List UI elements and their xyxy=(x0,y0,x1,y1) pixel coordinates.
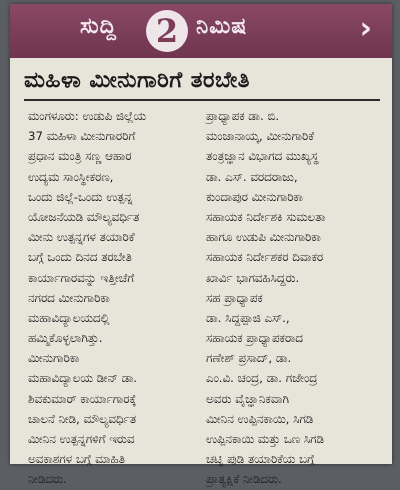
article-text-line: ತಂತ್ರಜ್ಞಾನ ವಿಭಾಗದ ಮುಖ್ಯಸ್ಥ xyxy=(206,149,319,164)
article-text-line: 37 ಮಹಿಳಾ ಮೀನುಗಾರರಿಗೆ xyxy=(28,129,136,144)
article-text-line: ಖಾರ್ವಿ ಭಾಗವಹಿಸಿದ್ದರು. xyxy=(206,270,300,285)
article-text-line: ಸಹಾಯಕ ನಿರ್ದೇಶಕರ ದಿವಾಕರ xyxy=(206,250,324,265)
article-text-line: ಗಣೇಶ್ ಪ್ರಸಾದ್, ಡಾ. xyxy=(206,351,292,366)
article-text-line: ಮೀನು ಉತ್ಪನ್ನಗಳ ತಯಾರಿಕೆ xyxy=(28,230,135,245)
article-text-line: ಮಂಗಳೂರು: ಉಡುಪಿ ಜಿಲ್ಲೆಯ xyxy=(28,109,147,123)
article-text-line: ಸಹ ಪ್ರಾಧ್ಯಾಪಕ xyxy=(206,290,263,305)
article-text-line: ಮೀನಿನ ಉಪ್ಪಿನಕಾಯಿ, ಸಿಗಡಿ xyxy=(206,411,314,426)
chevron-right-icon: › xyxy=(359,11,372,46)
article-text-line: ಚಟ್ನಿ ಪುಡಿ ತಯಾರಿಕೆಯ ಬಗ್ಗೆ xyxy=(206,452,315,467)
article-text-line: ಯೋಜನೆಯಡಿ ಮೌಲ್ಯವರ್ಧಿತ xyxy=(28,209,140,224)
headline-divider xyxy=(24,99,380,101)
article-text-line: ಎಂ.ವಿ. ಚಂದ್ರ, ಡಾ. ಗಜೇಂದ್ರ xyxy=(206,371,318,386)
article-text-line: ಹಮ್ಮಿಕೊಳ್ಳಲಾಗಿತ್ತು. xyxy=(28,331,103,346)
banner-right-text: ನಿಮಿಷ xyxy=(196,14,248,39)
article-text-line: ಸಹಾಯಕ ನಿರ್ದೇಶಕಿ ಸುಮಲತಾ xyxy=(206,209,326,224)
article-text-line: ಡಾ. ಎಸ್. ವರದರಾಜು, xyxy=(206,169,298,184)
article-text-line: ಕುಂದಾಪುರ ಮೀನುಗಾರಿಕಾ xyxy=(206,189,303,204)
banner-left-text: ಸುದ್ದಿ xyxy=(80,14,117,39)
article-text-line: ಸಹಾಯಕ ಪ್ರಾಧ್ಯಾಪಕರಾದ xyxy=(206,331,303,346)
article-text-line: ಕಾರ್ಯಾಗಾರವನ್ನು ಇತ್ತೀಚೆಗೆ xyxy=(28,270,135,285)
article-text-line: ಪ್ರಾಧ್ಯಾಪಕ ಡಾ. ಬಿ. xyxy=(206,109,280,123)
article-text-line: ಅವರು ವೈಜ್ಞಾನಿಕವಾಗಿ xyxy=(206,391,289,406)
article-text-line: ಮಹಾವಿದ್ಯಾಲಯ ಡೀನ್ ಡಾ. xyxy=(28,371,137,386)
article-text-line: ಒಂದು ಜಿಲ್ಲೆ-ಒಂದು ಉತ್ಪನ್ನ xyxy=(28,189,133,204)
article-text-line: ಬಗ್ಗೆ ಒಂದು ದಿನದ ತರಬೇತಿ xyxy=(28,250,132,265)
article-text-line: ಮಹಾವಿದ್ಯಾಲಯದಲ್ಲಿ xyxy=(28,310,110,325)
article-text-line: ನಗರದ ಮೀನುಗಾರಿಕಾ xyxy=(28,290,110,305)
article-text-line: ಚಾಲನೆ ನೀಡಿ, ಮೌಲ್ಯವರ್ಧಿತ xyxy=(28,411,136,426)
article-column-right xyxy=(206,106,384,490)
article-text-line: ಪ್ರಾತ್ಯಕ್ಷಿಕೆ ನೀಡಿದರು. xyxy=(206,472,282,487)
article-text-line: ನೀಡಿದರು. xyxy=(28,472,67,487)
article-text-line: ಪ್ರಧಾನ ಮಂತ್ರಿ ಸಣ್ಣ ಆಹಾರ xyxy=(28,149,132,164)
article-text-line: ಮೀನುಗಾರಿಕಾ xyxy=(28,351,80,366)
banner-number-badge: 2 xyxy=(146,10,188,52)
newspaper-clipping xyxy=(10,4,392,487)
article-text-line: ಮಂಜಾನಾಯ್ಕ, ಮೀನುಗಾರಿಕೆ xyxy=(206,129,315,144)
article-column-left xyxy=(28,106,200,490)
article-text-line: ಉದ್ಯಮ ಸಾಂಸ್ಥೀಕರಣ, xyxy=(28,169,114,184)
article-text-line: ಡಾ. ಸಿದ್ದಪ್ಪಾಜಿ ಎಸ್., xyxy=(206,310,290,325)
article-text-line: ಉಪ್ಪಿನಕಾಯಿ ಮತ್ತು ಒಣ ಸಿಗಡಿ xyxy=(206,432,324,446)
article-text-line: ಮೀನಿನ ಉತ್ಪನ್ನಗಳಿಗೆ ಇರುವ xyxy=(28,432,135,446)
article-text-line: ಅವಕಾಶಗಳ ಬಗ್ಗೆ ಮಾಹಿತಿ xyxy=(28,452,125,467)
section-banner xyxy=(10,4,392,58)
article-text-line: ಹಾಗೂ ಉಡುಪಿ ಮೀನುಗಾರಿಕಾ xyxy=(206,230,321,245)
article-text-line: ಶಿವಕುಮಾರ್ ಕಾರ್ಯಾಗಾರಕ್ಕೆ xyxy=(28,391,137,406)
article-headline: ಮಹಿಳಾ ಮೀನುಗಾರಿಗೆ ತರಬೇತಿ xyxy=(24,68,250,93)
